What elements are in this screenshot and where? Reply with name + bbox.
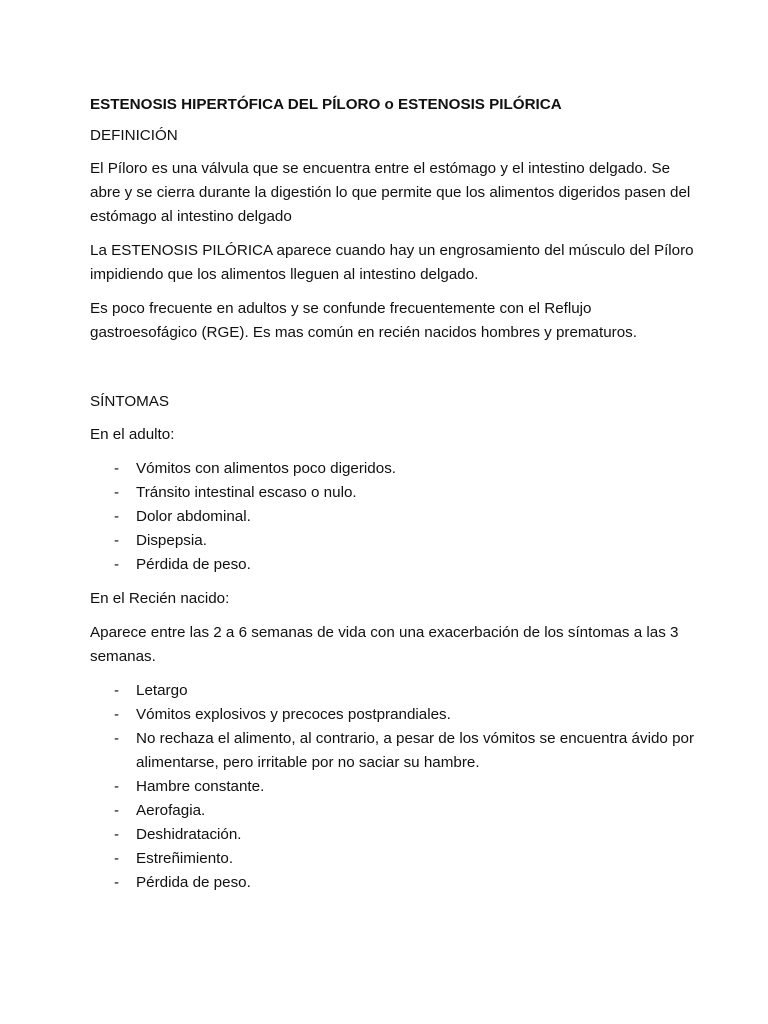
list-item: - Letargo [90,679,700,703]
list-item: - Estreñimiento. [90,847,700,871]
list-item: - Vómitos con alimentos poco digeridos. [90,457,700,481]
document-title: ESTENOSIS HIPERTÓFICA DEL PÍLORO o ESTENOSIS PILÓRICA [90,96,562,113]
list-item: - Dolor abdominal. [90,505,700,529]
paragraph-definicion-3: Es poco frecuente en adultos y se confunde frecuentemente con el Reflujo gastroesofágico (RGE). Es mas común en recién nacidos hombres y prematuros. [90,300,637,341]
list-item: - Tránsito intestinal escaso o nulo. [90,481,700,505]
list-item: - Aerofagia. [90,799,700,823]
symptom-list-recien-nacido [90,679,700,895]
list-item: - Deshidratación. [90,823,700,847]
document-body [90,93,700,905]
subheading-adulto: En el adulto: [90,426,175,443]
section-heading-sintomas: SÍNTOMAS [90,393,170,410]
section-heading-definicion: DEFINICIÓN [90,127,178,144]
list-item: - Pérdida de peso. [90,871,700,895]
paragraph-definicion-1: El Píloro es una válvula que se encuentra entre el estómago y el intestino delgado. Se abre y se cierra durante la digestión lo que permite que los alimentos digeridos pasen del estómago al intestino delgado [90,160,691,225]
list-item: - No rechaza el alimento, al contrario, a pesar de los vómitos se encuentra ávido por alimentarse, pero irritable por no saciar su hambre. [90,727,700,775]
list-item: - Pérdida de peso. [90,553,700,577]
section-spacer [90,355,700,390]
subheading-recien-nacido: En el Recién nacido: [90,590,230,607]
list-item: - Hambre constante. [90,775,700,799]
list-item: - Dispepsia. [90,529,700,553]
paragraph-definicion-2: La ESTENOSIS PILÓRICA aparece cuando hay un engrosamiento del músculo del Píloro impidiendo que los alimentos lleguen al intestino delgado. [90,242,694,283]
list-item: - Vómitos explosivos y precoces postprandiales. [90,703,700,727]
paragraph-recien-nacido-intro: Aparece entre las 2 a 6 semanas de vida con una exacerbación de los síntomas a las 3 semanas. [90,624,679,665]
symptom-list-adulto [90,457,700,577]
